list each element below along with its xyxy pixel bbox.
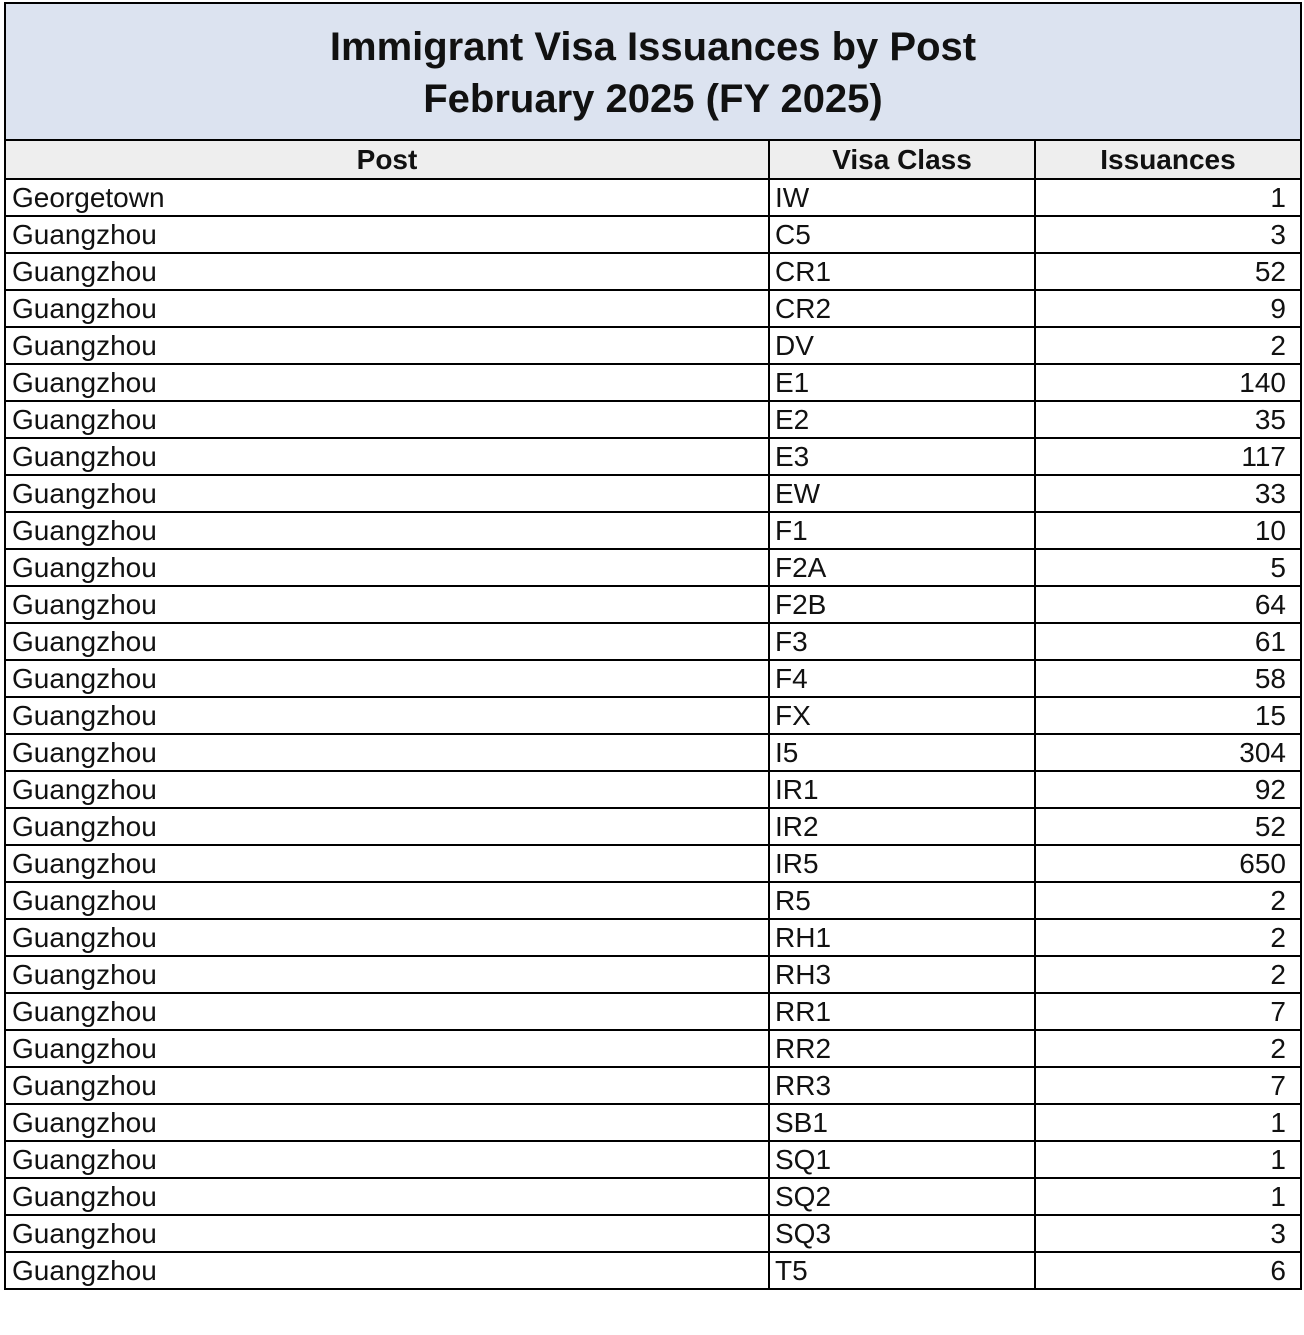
- post-cell[interactable]: Guangzhou: [6, 1067, 769, 1104]
- visa-class-cell[interactable]: RR1: [769, 993, 1035, 1030]
- post-cell[interactable]: Guangzhou: [6, 253, 769, 290]
- post-cell[interactable]: Guangzhou: [6, 1178, 769, 1215]
- visa-class-cell[interactable]: SQ1: [769, 1141, 1035, 1178]
- post-cell[interactable]: Guangzhou: [6, 919, 769, 956]
- report-title-banner: [6, 4, 1300, 141]
- post-cell[interactable]: Guangzhou: [6, 364, 769, 401]
- visa-class-cell[interactable]: CR1: [769, 253, 1035, 290]
- post-cell[interactable]: Guangzhou: [6, 845, 769, 882]
- post-cell[interactable]: Guangzhou: [6, 993, 769, 1030]
- table-row: [6, 1252, 1300, 1289]
- issuances-table: [6, 141, 1300, 1290]
- issuances-cell[interactable]: 2: [1035, 956, 1300, 993]
- post-cell[interactable]: Guangzhou: [6, 697, 769, 734]
- visa-class-cell[interactable]: RH1: [769, 919, 1035, 956]
- table-row: [6, 660, 1300, 697]
- post-cell[interactable]: Guangzhou: [6, 549, 769, 586]
- issuances-cell[interactable]: 15: [1035, 697, 1300, 734]
- issuances-cell[interactable]: 2: [1035, 1030, 1300, 1067]
- issuances-cell[interactable]: 52: [1035, 253, 1300, 290]
- post-cell[interactable]: Guangzhou: [6, 327, 769, 364]
- post-cell[interactable]: Guangzhou: [6, 623, 769, 660]
- visa-class-cell[interactable]: C5: [769, 216, 1035, 253]
- spreadsheet: [4, 2, 1302, 1290]
- post-cell[interactable]: Guangzhou: [6, 660, 769, 697]
- issuances-cell[interactable]: 304: [1035, 734, 1300, 771]
- issuances-cell[interactable]: 6: [1035, 1252, 1300, 1289]
- visa-class-cell[interactable]: I5: [769, 734, 1035, 771]
- table-row: [6, 179, 1300, 216]
- issuances-cell[interactable]: 92: [1035, 771, 1300, 808]
- report-period: February 2025 (FY 2025): [423, 76, 883, 121]
- column-header-visa-class[interactable]: Visa Class: [769, 141, 1035, 179]
- table-row: [6, 734, 1300, 771]
- issuances-cell[interactable]: 7: [1035, 993, 1300, 1030]
- visa-class-cell[interactable]: F1: [769, 512, 1035, 549]
- table-row: [6, 993, 1300, 1030]
- visa-class-cell[interactable]: IW: [769, 179, 1035, 216]
- post-cell[interactable]: Guangzhou: [6, 290, 769, 327]
- table-row: [6, 808, 1300, 845]
- table-row: [6, 1178, 1300, 1215]
- issuances-cell[interactable]: 2: [1035, 882, 1300, 919]
- post-cell[interactable]: Guangzhou: [6, 1030, 769, 1067]
- post-cell[interactable]: Guangzhou: [6, 734, 769, 771]
- post-cell[interactable]: Guangzhou: [6, 475, 769, 512]
- issuances-cell[interactable]: 52: [1035, 808, 1300, 845]
- visa-class-cell[interactable]: E1: [769, 364, 1035, 401]
- table-row: [6, 586, 1300, 623]
- post-cell[interactable]: Guangzhou: [6, 1215, 769, 1252]
- post-cell[interactable]: Guangzhou: [6, 1141, 769, 1178]
- issuances-cell[interactable]: 1: [1035, 179, 1300, 216]
- issuances-cell[interactable]: 7: [1035, 1067, 1300, 1104]
- post-cell[interactable]: Guangzhou: [6, 438, 769, 475]
- issuances-cell[interactable]: 3: [1035, 1215, 1300, 1252]
- visa-class-cell[interactable]: F2A: [769, 549, 1035, 586]
- visa-class-cell[interactable]: SQ3: [769, 1215, 1035, 1252]
- issuances-cell[interactable]: 5: [1035, 549, 1300, 586]
- post-cell[interactable]: Guangzhou: [6, 512, 769, 549]
- visa-class-cell[interactable]: F3: [769, 623, 1035, 660]
- table-row: [6, 845, 1300, 882]
- visa-class-cell[interactable]: SB1: [769, 1104, 1035, 1141]
- table-row: [6, 216, 1300, 253]
- visa-class-cell[interactable]: DV: [769, 327, 1035, 364]
- table-row: [6, 919, 1300, 956]
- visa-class-cell[interactable]: IR1: [769, 771, 1035, 808]
- table-row: [6, 1215, 1300, 1252]
- visa-class-cell[interactable]: IR5: [769, 845, 1035, 882]
- table-body: [6, 179, 1300, 1289]
- table-row: [6, 364, 1300, 401]
- issuances-cell[interactable]: 35: [1035, 401, 1300, 438]
- visa-class-cell[interactable]: FX: [769, 697, 1035, 734]
- visa-class-cell[interactable]: E2: [769, 401, 1035, 438]
- table-row: [6, 956, 1300, 993]
- issuances-cell[interactable]: 64: [1035, 586, 1300, 623]
- column-header-post[interactable]: Post: [6, 141, 769, 179]
- post-cell[interactable]: Georgetown: [6, 179, 769, 216]
- post-cell[interactable]: Guangzhou: [6, 1104, 769, 1141]
- issuances-cell[interactable]: 2: [1035, 919, 1300, 956]
- post-cell[interactable]: Guangzhou: [6, 956, 769, 993]
- table-row: [6, 1030, 1300, 1067]
- post-cell[interactable]: Guangzhou: [6, 808, 769, 845]
- table-row: [6, 549, 1300, 586]
- issuances-cell[interactable]: 33: [1035, 475, 1300, 512]
- visa-class-cell[interactable]: CR2: [769, 290, 1035, 327]
- table-row: [6, 882, 1300, 919]
- post-cell[interactable]: Guangzhou: [6, 882, 769, 919]
- issuances-cell[interactable]: 2: [1035, 327, 1300, 364]
- visa-class-cell[interactable]: F2B: [769, 586, 1035, 623]
- table-row: [6, 438, 1300, 475]
- visa-class-cell[interactable]: T5: [769, 1252, 1035, 1289]
- visa-class-cell[interactable]: RR3: [769, 1067, 1035, 1104]
- issuances-cell[interactable]: 1: [1035, 1104, 1300, 1141]
- post-cell[interactable]: Guangzhou: [6, 401, 769, 438]
- issuances-cell[interactable]: 3: [1035, 216, 1300, 253]
- table-row: [6, 327, 1300, 364]
- visa-class-cell[interactable]: IR2: [769, 808, 1035, 845]
- table-row: [6, 512, 1300, 549]
- table-row: [6, 771, 1300, 808]
- issuances-cell[interactable]: 61: [1035, 623, 1300, 660]
- post-cell[interactable]: Guangzhou: [6, 1252, 769, 1289]
- visa-class-cell[interactable]: EW: [769, 475, 1035, 512]
- visa-class-cell[interactable]: RR2: [769, 1030, 1035, 1067]
- visa-class-cell[interactable]: F4: [769, 660, 1035, 697]
- table-row: [6, 697, 1300, 734]
- visa-class-cell[interactable]: E3: [769, 438, 1035, 475]
- issuances-cell[interactable]: 9: [1035, 290, 1300, 327]
- issuances-cell[interactable]: 58: [1035, 660, 1300, 697]
- post-cell[interactable]: Guangzhou: [6, 586, 769, 623]
- table-row: [6, 1067, 1300, 1104]
- issuances-cell[interactable]: 1: [1035, 1178, 1300, 1215]
- table-row: [6, 623, 1300, 660]
- table-row: [6, 1141, 1300, 1178]
- visa-class-cell[interactable]: SQ2: [769, 1178, 1035, 1215]
- issuances-cell[interactable]: 140: [1035, 364, 1300, 401]
- post-cell[interactable]: Guangzhou: [6, 216, 769, 253]
- table-row: [6, 290, 1300, 327]
- issuances-cell[interactable]: 1: [1035, 1141, 1300, 1178]
- post-cell[interactable]: Guangzhou: [6, 771, 769, 808]
- visa-class-cell[interactable]: RH3: [769, 956, 1035, 993]
- visa-class-cell[interactable]: R5: [769, 882, 1035, 919]
- issuances-cell[interactable]: 10: [1035, 512, 1300, 549]
- header-row: [6, 141, 1300, 179]
- table-row: [6, 1104, 1300, 1141]
- table-row: [6, 401, 1300, 438]
- column-header-issuances[interactable]: Issuances: [1035, 141, 1300, 179]
- report-title: Immigrant Visa Issuances by Post: [329, 24, 977, 69]
- issuances-cell[interactable]: 117: [1035, 438, 1300, 475]
- table-row: [6, 253, 1300, 290]
- table-row: [6, 475, 1300, 512]
- issuances-cell[interactable]: 650: [1035, 845, 1300, 882]
